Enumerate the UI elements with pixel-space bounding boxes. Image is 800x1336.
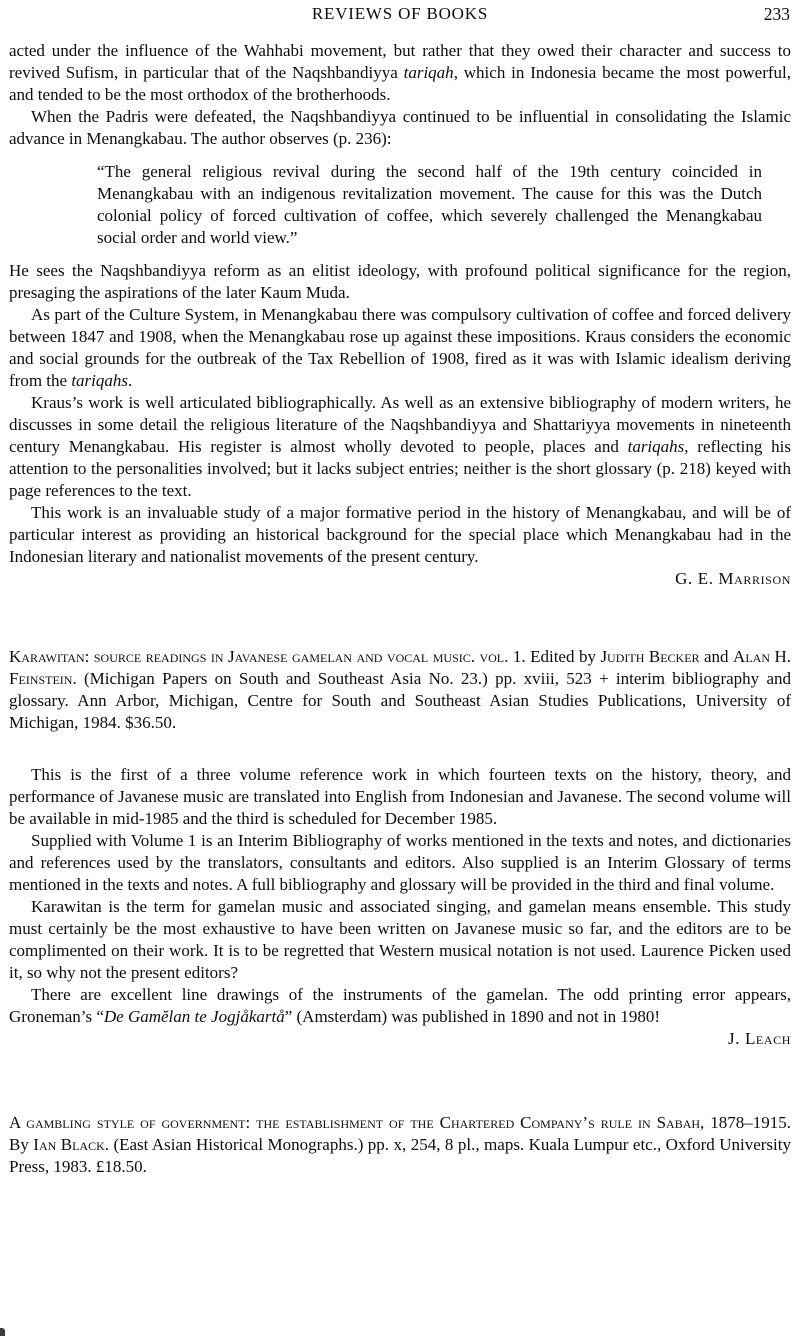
paragraph <box>9 392 791 502</box>
body-text: acted under the influence of the Wahhabi movement, but rather that they owed their character and success to revived Sufism, in particular that of the Naqshbandiyya <box>9 41 791 82</box>
body-text: This is the first of a three volume reference work in which fourteen texts on the history, theory, and performance of Javanese music are translated into English from Indonesian and Javanese. The second volume will be available in mid-1985 and the third is scheduled for December 1985. <box>9 765 791 828</box>
body-text: As part of the Culture System, in Menangkabau there was compulsory cultivation of coffee and forced delivery between 1847 and 1908, when the Menangkabau rose up against these impositions. Kraus considers the economic and social grounds for the outbreak of the Tax Rebellion of 1908, fired as it was with Islamic idealism deriving from the <box>9 305 791 390</box>
italic-term: tariqahs <box>627 437 685 456</box>
paragraph <box>9 502 791 568</box>
page-content <box>0 40 800 1178</box>
italic-term: tariqahs <box>71 371 129 390</box>
review-3 <box>9 1112 791 1178</box>
reviewer-signature: J. Leach <box>728 1029 791 1048</box>
italic-term: tariqah <box>403 63 454 82</box>
small-caps-text: Alan H. Feinstein. <box>9 647 791 688</box>
body-text: This work is an invaluable study of a major formative period in the history of Menangkabau, and will be of particular interest as providing an historical background for the special place which Menangkabau had in the Indonesian literary and nationalist movements of the present century. <box>9 503 791 566</box>
paragraph <box>9 984 791 1028</box>
scan-artifact-speck <box>0 1328 5 1336</box>
paragraph <box>9 304 791 392</box>
paragraph <box>9 260 791 304</box>
review-heading <box>9 1112 791 1178</box>
paragraph <box>9 830 791 896</box>
small-caps-text: A gambling style of government: the establishment of the Chartered Company’s rule in Sabah, 1878–1915. <box>9 1113 791 1132</box>
paragraph <box>9 40 791 106</box>
page-header <box>0 3 800 27</box>
body-text: . <box>128 371 133 390</box>
paragraph <box>9 106 791 150</box>
body-text: “The general religious revival during the second half of the 19th century coincided in Menangkabau with an indigenous revitalization movement. The cause for this was the Dutch colonial policy of forced cultivation of coffee, which severely challenged the Menangkabau social order and world view.” <box>97 162 762 247</box>
review-1 <box>9 40 791 590</box>
body-text: , reflecting his attention to the personalities involved; but it lacks subject entries; neither is the short glossary (p. 218) keyed with page references to the text. <box>9 437 791 500</box>
body-text: Karawitan is the term for gamelan music and associated singing, and gamelan means ensemble. This study must certainly be the most exhaustive to have been written on Javanese music so far, and the editors are to be complimented on their work. It is to be regretted that Western musical notation is not used. Laurence Picken used it, so why not the present editors? <box>9 897 791 982</box>
running-title: REVIEWS OF BOOKS <box>311 4 489 23</box>
page-number: 233 <box>763 4 790 24</box>
body-text: He sees the Naqshbandiyya reform as an elitist ideology, with profound political significance for the region, presaging the aspirations of the later Kaum Muda. <box>9 261 791 302</box>
review-heading <box>9 646 791 734</box>
body-text: (East Asian Historical Monographs.) pp. x, 254, 8 pl., maps. Kuala Lumpur etc., Oxford University Press, 1983. £18.50. <box>9 1135 791 1176</box>
body-text: , which in Indonesia became the most powerful, and tended to be the most orthodox of the brotherhoods. <box>9 63 791 104</box>
small-caps-text: Ian Black. <box>33 1135 109 1154</box>
paragraph <box>9 764 791 830</box>
small-caps-text: Judith Becker <box>600 647 700 666</box>
body-text: By <box>9 1135 34 1154</box>
small-caps-text: Karawitan: source readings in Javanese gamelan and vocal music. vol. 1. <box>9 647 526 666</box>
italic-term: De Gamĕlan te Jogjåkartå <box>103 1007 285 1026</box>
paragraph <box>9 896 791 984</box>
reviewer-signature: G. E. Marrison <box>675 569 791 588</box>
body-text: Supplied with Volume 1 is an Interim Bibliography of works mentioned in the texts and notes, and dictionaries and references used by the translators, consultants and editors. Also supplied is an Interim Glossary of terms mentioned in the texts and notes. A full bibliography and glossary will be provided in the third and final volume. <box>9 831 791 894</box>
body-text: When the Padris were defeated, the Naqshbandiyya continued to be influential in consolidating the Islamic advance in Menangkabau. The author observes (p. 236): <box>9 107 791 148</box>
body-text: ” (Amsterdam) was published in 1890 and not in 1980! <box>284 1007 661 1026</box>
body-text: There are excellent line drawings of the instruments of the gamelan. The odd printing error appears, Groneman’s “ <box>9 985 791 1026</box>
block-quote <box>97 161 762 249</box>
body-text: and <box>699 647 734 666</box>
body-text: (Michigan Papers on South and Southeast Asia No. 23.) pp. xviii, 523 + interim bibliography and glossary. Ann Arbor, Michigan, Centre for South and Southeast Asian Studies Publications, University of Michigan, 1984. $36.50. <box>9 669 791 732</box>
review-2 <box>9 646 791 1050</box>
body-text: Edited by <box>525 647 601 666</box>
body-text: Kraus’s work is well articulated bibliographically. As well as an extensive bibliography of modern writers, he discusses in some detail the religious literature of the Naqshbandiyya and Shattariyya movements in nineteenth century Menangkabau. His register is almost wholly devoted to people, places and <box>9 393 791 456</box>
